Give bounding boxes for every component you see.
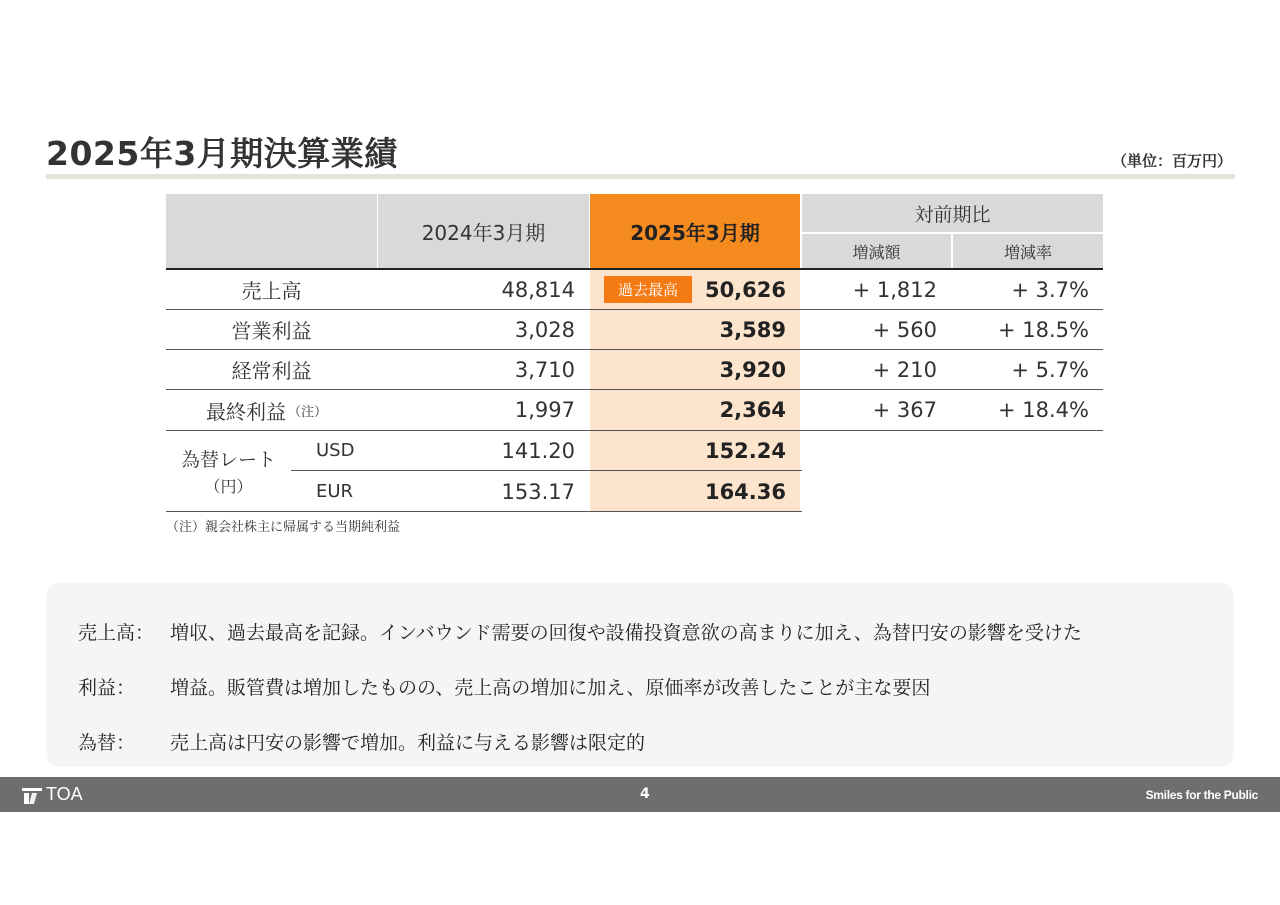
operating-profit-prev: 3,028 bbox=[514, 317, 575, 342]
header-comparison: 対前期比 bbox=[802, 194, 1103, 232]
commentary-label-sales: 売上高： bbox=[78, 622, 155, 644]
fx-usd-currency: USD bbox=[316, 440, 355, 461]
net-profit-label: 最終利益 bbox=[205, 399, 286, 424]
net-profit-rate: + 18.4% bbox=[998, 398, 1089, 422]
commentary-text-fx: 売上高は円安の影響で増加。利益に与える影響は限定的 bbox=[170, 732, 646, 754]
row-label-sales: 売上高 bbox=[241, 279, 302, 303]
fx-eur-currency: EUR bbox=[316, 481, 354, 502]
row-label-ordinary-profit: 経常利益 bbox=[231, 359, 312, 383]
ordinary-profit-prev: 3,710 bbox=[514, 357, 575, 382]
sales-curr: 50,626 bbox=[704, 277, 786, 302]
ordinary-profit-curr: 3,920 bbox=[719, 357, 786, 382]
unit-label: （単位：百万円） bbox=[1111, 152, 1232, 170]
page-number: 4 bbox=[640, 786, 650, 802]
row-label-operating-profit: 営業利益 bbox=[231, 319, 312, 343]
commentary-text-profit: 増益。販管費は増加したものの、売上高の増加に加え、原価率が改善したことが主な要因 bbox=[170, 677, 931, 699]
fx-label-text: 為替レート bbox=[180, 449, 276, 471]
title-rule bbox=[46, 174, 1235, 179]
commentary-text-sales: 増収、過去最高を記録。インバウンド需要の回復や設備投資意欲の高まりに加え、為替円安の影響を受けた bbox=[170, 622, 1082, 644]
results-table bbox=[166, 194, 1103, 512]
sales-prev: 48,814 bbox=[501, 277, 575, 302]
net-profit-prev: 1,997 bbox=[514, 398, 575, 422]
header-rate: 増減率 bbox=[953, 234, 1103, 268]
toa-logo-icon bbox=[22, 785, 42, 805]
table-bottom-rule bbox=[166, 511, 802, 512]
header-blank bbox=[166, 194, 377, 268]
row-label-net-profit bbox=[166, 390, 377, 430]
record-high-badge: 過去最高 bbox=[604, 276, 692, 303]
net-profit-note-mark: （注） bbox=[287, 404, 327, 420]
toa-logo bbox=[22, 784, 83, 805]
ordinary-profit-rate: + 5.7% bbox=[1011, 357, 1089, 382]
sales-rate: + 3.7% bbox=[1011, 277, 1089, 302]
fx-eur-curr: 164.36 bbox=[704, 479, 786, 504]
sales-diff: + 1,812 bbox=[852, 277, 937, 302]
header-prev-year: 2024年3月期 bbox=[378, 194, 589, 268]
footnote: （注）親会社株主に帰属する当期純利益 bbox=[166, 520, 401, 535]
operating-profit-diff: + 560 bbox=[872, 317, 937, 342]
row-rule bbox=[291, 470, 802, 471]
fx-label bbox=[166, 431, 291, 511]
operating-profit-curr: 3,589 bbox=[719, 317, 786, 342]
tagline: Smiles for the Public bbox=[1145, 788, 1258, 802]
net-profit-diff: + 367 bbox=[872, 398, 937, 422]
operating-profit-rate: + 18.5% bbox=[998, 317, 1089, 342]
fx-usd-prev: 141.20 bbox=[501, 438, 575, 463]
fx-eur-prev: 153.17 bbox=[501, 479, 575, 504]
ordinary-profit-diff: + 210 bbox=[872, 357, 937, 382]
footer-bar bbox=[0, 777, 1280, 812]
commentary-label-fx: 為替： bbox=[78, 732, 136, 754]
fx-label-sub: （円） bbox=[204, 477, 253, 496]
header-diff: 増減額 bbox=[802, 234, 951, 268]
page-title: 2025年3月期決算業績 bbox=[46, 134, 398, 173]
fx-usd-curr: 152.24 bbox=[704, 438, 786, 463]
header-current-year: 2025年3月期 bbox=[590, 194, 800, 268]
net-profit-curr: 2,364 bbox=[719, 398, 786, 422]
commentary-label-profit: 利益： bbox=[78, 677, 136, 699]
logo-text: TOA bbox=[46, 784, 83, 804]
